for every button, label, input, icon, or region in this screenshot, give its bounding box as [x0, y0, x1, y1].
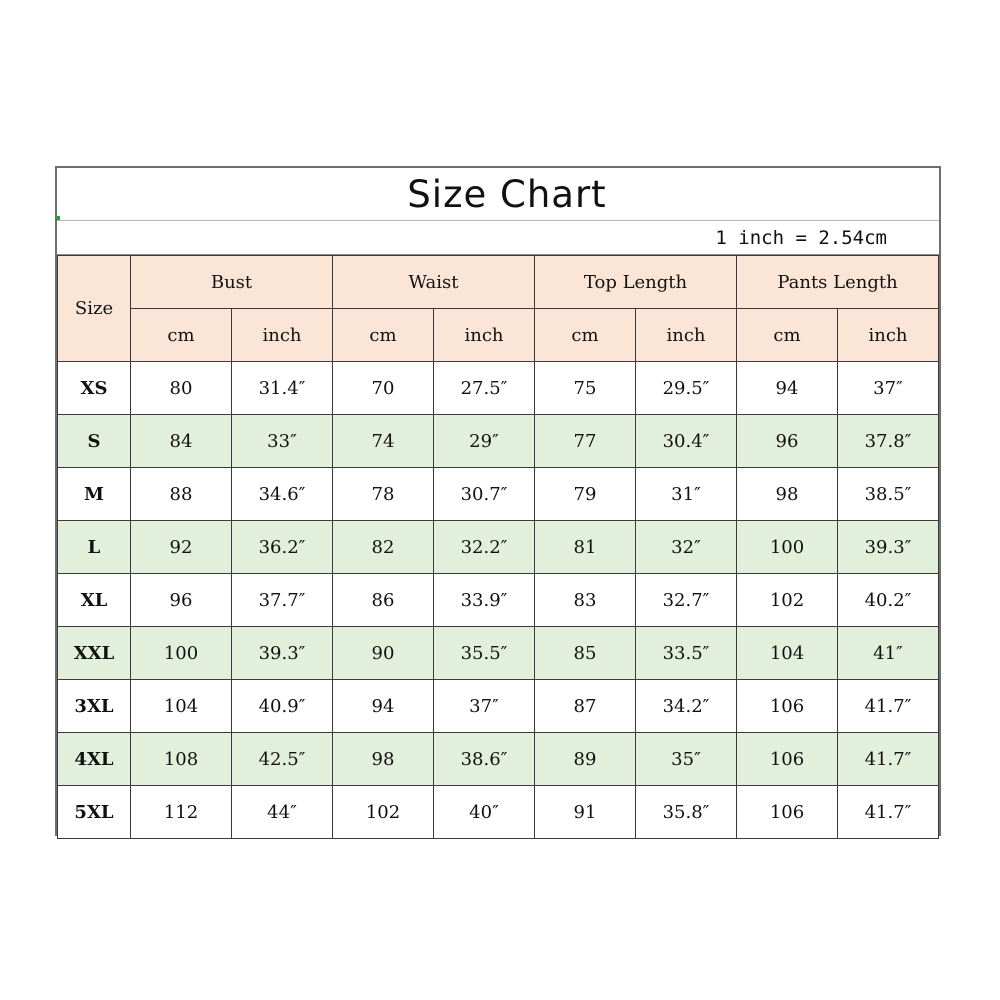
measurement-cell: 33.9″: [434, 574, 535, 627]
measurement-cell: 29″: [434, 415, 535, 468]
measurement-cell: 41″: [838, 627, 939, 680]
measurement-cell: 88: [131, 468, 232, 521]
unit-row: [57, 221, 939, 255]
measurement-cell: 80: [131, 362, 232, 415]
measurement-cell: 36.2″: [232, 521, 333, 574]
header-unit: inch: [434, 309, 535, 362]
measurement-cell: 40.2″: [838, 574, 939, 627]
size-label-cell: XXL: [58, 627, 131, 680]
measurement-cell: 74: [333, 415, 434, 468]
measurement-cell: 42.5″: [232, 733, 333, 786]
measurement-cell: 106: [737, 786, 838, 839]
measurement-cell: 75: [535, 362, 636, 415]
measurement-cell: 34.6″: [232, 468, 333, 521]
chart-title: Size Chart: [407, 172, 607, 216]
measurement-cell: 27.5″: [434, 362, 535, 415]
header-unit: inch: [636, 309, 737, 362]
measurement-cell: 39.3″: [838, 521, 939, 574]
measurement-cell: 104: [131, 680, 232, 733]
table-body: [58, 362, 939, 839]
header-size: Size: [58, 256, 131, 362]
measurement-cell: 108: [131, 733, 232, 786]
header-unit: cm: [737, 309, 838, 362]
measurement-cell: 96: [737, 415, 838, 468]
size-label-cell: XL: [58, 574, 131, 627]
table-row: [58, 415, 939, 468]
size-label-cell: L: [58, 521, 131, 574]
size-label-cell: M: [58, 468, 131, 521]
measurement-cell: 85: [535, 627, 636, 680]
measurement-cell: 96: [131, 574, 232, 627]
measurement-cell: 44″: [232, 786, 333, 839]
measurement-cell: 37″: [434, 680, 535, 733]
measurement-cell: 33″: [232, 415, 333, 468]
measurement-cell: 94: [737, 362, 838, 415]
measurement-cell: 82: [333, 521, 434, 574]
size-label-cell: 3XL: [58, 680, 131, 733]
measurement-cell: 38.6″: [434, 733, 535, 786]
size-chart: [55, 166, 941, 836]
table-row: [58, 733, 939, 786]
measurement-cell: 33.5″: [636, 627, 737, 680]
measurement-cell: 40″: [434, 786, 535, 839]
measurement-cell: 29.5″: [636, 362, 737, 415]
title-row: [57, 168, 939, 221]
size-table: [57, 255, 939, 839]
measurement-cell: 83: [535, 574, 636, 627]
measurement-cell: 35.8″: [636, 786, 737, 839]
measurement-cell: 31″: [636, 468, 737, 521]
measurement-cell: 91: [535, 786, 636, 839]
measurement-cell: 102: [737, 574, 838, 627]
measurement-cell: 39.3″: [232, 627, 333, 680]
measurement-cell: 34.2″: [636, 680, 737, 733]
measurement-cell: 41.7″: [838, 680, 939, 733]
measurement-cell: 37.8″: [838, 415, 939, 468]
header-row-units: [58, 309, 939, 362]
measurement-cell: 77: [535, 415, 636, 468]
measurement-cell: 94: [333, 680, 434, 733]
measurement-cell: 30.4″: [636, 415, 737, 468]
measurement-cell: 100: [131, 627, 232, 680]
size-label-cell: 4XL: [58, 733, 131, 786]
table-row: [58, 521, 939, 574]
measurement-cell: 37″: [838, 362, 939, 415]
measurement-cell: 40.9″: [232, 680, 333, 733]
size-label-cell: XS: [58, 362, 131, 415]
measurement-cell: 32.2″: [434, 521, 535, 574]
header-unit: cm: [131, 309, 232, 362]
table-row: [58, 627, 939, 680]
measurement-cell: 32.7″: [636, 574, 737, 627]
measurement-cell: 41.7″: [838, 733, 939, 786]
measurement-cell: 30.7″: [434, 468, 535, 521]
measurement-cell: 112: [131, 786, 232, 839]
measurement-cell: 35.5″: [434, 627, 535, 680]
header-group-top-length: Top Length: [535, 256, 737, 309]
measurement-cell: 31.4″: [232, 362, 333, 415]
measurement-cell: 104: [737, 627, 838, 680]
header-unit: inch: [838, 309, 939, 362]
table-row: [58, 786, 939, 839]
measurement-cell: 86: [333, 574, 434, 627]
size-label-cell: 5XL: [58, 786, 131, 839]
measurement-cell: 106: [737, 733, 838, 786]
table-row: [58, 362, 939, 415]
size-label-cell: S: [58, 415, 131, 468]
measurement-cell: 70: [333, 362, 434, 415]
measurement-cell: 89: [535, 733, 636, 786]
table-row: [58, 680, 939, 733]
measurement-cell: 79: [535, 468, 636, 521]
measurement-cell: 98: [737, 468, 838, 521]
header-unit: cm: [333, 309, 434, 362]
measurement-cell: 81: [535, 521, 636, 574]
measurement-cell: 106: [737, 680, 838, 733]
measurement-cell: 84: [131, 415, 232, 468]
header-group-waist: Waist: [333, 256, 535, 309]
measurement-cell: 35″: [636, 733, 737, 786]
measurement-cell: 90: [333, 627, 434, 680]
header-row-groups: [58, 256, 939, 309]
measurement-cell: 100: [737, 521, 838, 574]
measurement-cell: 102: [333, 786, 434, 839]
measurement-cell: 37.7″: [232, 574, 333, 627]
unit-conversion-note: 1 inch = 2.54cm: [715, 227, 887, 249]
measurement-cell: 41.7″: [838, 786, 939, 839]
header-unit: cm: [535, 309, 636, 362]
measurement-cell: 92: [131, 521, 232, 574]
header-group-pants-length: Pants Length: [737, 256, 939, 309]
table-row: [58, 574, 939, 627]
measurement-cell: 78: [333, 468, 434, 521]
measurement-cell: 98: [333, 733, 434, 786]
measurement-cell: 87: [535, 680, 636, 733]
header-group-bust: Bust: [131, 256, 333, 309]
measurement-cell: 38.5″: [838, 468, 939, 521]
table-row: [58, 468, 939, 521]
header-unit: inch: [232, 309, 333, 362]
measurement-cell: 32″: [636, 521, 737, 574]
